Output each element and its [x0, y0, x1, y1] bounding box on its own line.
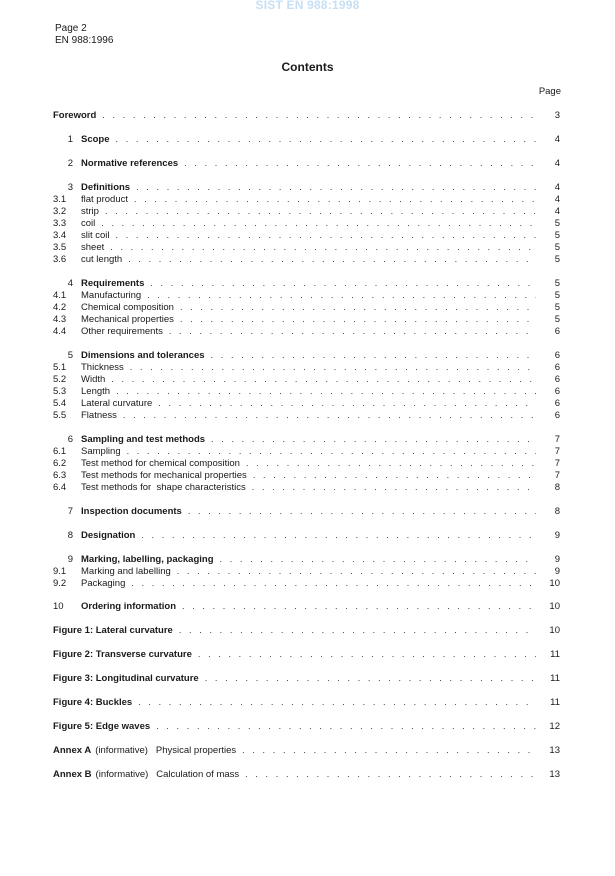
toc-entry-definitions[interactable]: [53, 181, 560, 193]
leader-dots: [102, 109, 536, 121]
toc-entry-number: 9.2: [53, 578, 67, 589]
toc-entry-number: 6.3: [53, 470, 67, 481]
toc-entry-page: 4: [554, 158, 560, 169]
leader-dots: [252, 481, 536, 493]
leader-dots: [123, 409, 536, 421]
toc-entry-number: 6: [67, 434, 73, 445]
toc-entry-label: Other requirements: [81, 326, 163, 337]
toc-entry-slit-coil[interactable]: [53, 229, 560, 241]
toc-entry-page: 6: [554, 350, 560, 361]
toc-entry-page: 10: [549, 578, 560, 589]
toc-entry-label: coil: [81, 218, 96, 229]
toc-entry-number: 4.1: [53, 290, 67, 301]
toc-entry-number: 1: [67, 134, 73, 145]
leader-dots: [116, 385, 536, 397]
toc-entry-label: Normative references: [81, 158, 179, 169]
leader-dots: [169, 325, 536, 337]
toc-entry-strip[interactable]: [53, 205, 560, 217]
leader-dots: [182, 600, 536, 612]
toc-entry-page: 6: [554, 326, 560, 337]
toc-entry-label: Test method for chemical composition: [81, 458, 240, 469]
leader-dots: [253, 469, 536, 481]
toc-entry-figure-1[interactable]: [53, 624, 560, 636]
toc-entry-test-methods-mechanical[interactable]: [53, 469, 560, 481]
toc-entry-number: 4.2: [53, 302, 67, 313]
toc-entry-page: 4: [554, 134, 560, 145]
toc-entry-designation[interactable]: [53, 529, 560, 541]
toc-entry-page: 6: [554, 386, 560, 397]
toc-entry-label: Inspection documents: [81, 506, 182, 517]
leader-dots: [158, 397, 536, 409]
toc-entry-number: 10: [53, 601, 64, 612]
leader-dots: [246, 457, 536, 469]
toc-entry-page: 5: [554, 230, 560, 241]
leader-dots: [180, 313, 536, 325]
toc-entry-annex-b[interactable]: [53, 768, 560, 780]
toc-entry-label: Packaging: [81, 578, 126, 589]
leader-dots: [105, 205, 536, 217]
toc-entry-label: Mechanical properties: [81, 314, 174, 325]
toc-entry-number: 8: [67, 530, 73, 541]
toc-entry-page: 5: [554, 290, 560, 301]
toc-entry-marking-labelling-packaging[interactable]: [53, 553, 560, 565]
leader-dots: [220, 553, 537, 565]
toc-entry-label: Ordering information: [81, 601, 176, 612]
leader-dots: [141, 529, 536, 541]
toc-entry-manufacturing[interactable]: [53, 289, 560, 301]
toc-entry-page: 13: [549, 745, 560, 756]
toc-entry-number: 5.2: [53, 374, 67, 385]
toc-entry-page: 4: [554, 194, 560, 205]
leader-dots: [116, 229, 536, 241]
toc-entry-number: 3.3: [53, 218, 67, 229]
leader-dots: [138, 696, 536, 708]
toc-entry-page: 9: [554, 530, 560, 541]
toc-entry-label: slit coil: [81, 230, 110, 241]
leader-dots: [177, 565, 536, 577]
leader-dots: [211, 349, 536, 361]
leader-dots: [179, 624, 536, 636]
toc-entry-page: 7: [554, 434, 560, 445]
toc-entry-page: 5: [554, 254, 560, 265]
toc-entry-ordering-information[interactable]: [53, 600, 560, 612]
toc-entry-normative-references[interactable]: [53, 157, 560, 169]
toc-entry-page: 7: [554, 446, 560, 457]
page-number-label: Page 2: [55, 23, 87, 34]
toc-entry-page: 11: [550, 673, 560, 684]
toc-entry-sampling-and-test-methods[interactable]: [53, 433, 560, 445]
toc-entry-cut-length[interactable]: [53, 253, 560, 265]
toc-entry-chemical-composition[interactable]: [53, 301, 560, 313]
leader-dots: [205, 672, 536, 684]
toc-entry-page: 12: [549, 721, 560, 732]
toc-entry-page: 5: [554, 242, 560, 253]
toc-entry-page: 6: [554, 398, 560, 409]
toc-entry-page: 6: [554, 362, 560, 373]
leader-dots: [116, 133, 536, 145]
toc-entry-page: 4: [554, 182, 560, 193]
toc-entry-scope[interactable]: [53, 133, 560, 145]
toc-entry-mechanical-properties[interactable]: [53, 313, 560, 325]
toc-entry-page: 7: [554, 470, 560, 481]
leader-dots: [198, 648, 536, 660]
toc-entry-marking-and-labelling[interactable]: [53, 565, 560, 577]
toc-entry-label: Annex A: [53, 745, 92, 756]
toc-entry-label: Manufacturing: [81, 290, 142, 301]
toc-entry-label: Dimensions and tolerances: [81, 350, 205, 361]
toc-entry-number: 6.4: [53, 482, 67, 493]
toc-entry-label: Designation: [81, 530, 136, 541]
leader-dots: [188, 505, 536, 517]
toc-entry-coil[interactable]: [53, 217, 560, 229]
toc-entry-label: Figure 5: Edge waves: [53, 721, 151, 732]
toc-entry-figure-4[interactable]: [53, 696, 560, 708]
toc-entry-sublabel: (informative) Calculation of mass: [95, 769, 240, 780]
toc-entry-test-method-chemical[interactable]: [53, 457, 560, 469]
leader-dots: [101, 217, 536, 229]
toc-entry-label: Requirements: [81, 278, 145, 289]
toc-entry-label: sheet: [81, 242, 105, 253]
toc-entry-page: 9: [554, 554, 560, 565]
toc-entry-label: Length: [81, 386, 111, 397]
toc-entry-label: Marking and labelling: [81, 566, 171, 577]
toc-entry-flat-product[interactable]: [53, 193, 560, 205]
toc-entry-label: Lateral curvature: [81, 398, 153, 409]
toc-entry-test-methods-shape[interactable]: [53, 481, 560, 493]
toc-entry-page: 11: [550, 697, 560, 708]
toc-entry-number: 9.1: [53, 566, 67, 577]
toc-entry-page: 5: [554, 218, 560, 229]
leader-dots: [180, 301, 536, 313]
toc-entry-figure-5[interactable]: [53, 720, 560, 732]
leader-dots: [111, 373, 536, 385]
toc-entry-label: Scope: [81, 134, 110, 145]
toc-entry-label: Chemical composition: [81, 302, 174, 313]
leader-dots: [156, 720, 536, 732]
toc-entry-number: 7: [67, 506, 73, 517]
toc-entry-label: strip: [81, 206, 99, 217]
toc-entry-label: Figure 2: Transverse curvature: [53, 649, 192, 660]
toc-entry-number: 3.5: [53, 242, 67, 253]
toc-entry-label: Foreword: [53, 110, 97, 121]
toc-entry-number: 5.4: [53, 398, 67, 409]
page-title: Contents: [281, 60, 334, 74]
toc-entry-label: Width: [81, 374, 106, 385]
toc-entry-number: 3.4: [53, 230, 67, 241]
toc-entry-number: 2: [67, 158, 73, 169]
toc-entry-label: cut length: [81, 254, 123, 265]
toc-entry-label: Figure 3: Longitudinal curvature: [53, 673, 199, 684]
toc-entry-number: 6.1: [53, 446, 67, 457]
toc-entry-number: 4.3: [53, 314, 67, 325]
toc-entry-number: 9: [67, 554, 73, 565]
toc-entry-label: Test methods for shape characteristics: [81, 482, 246, 493]
toc-entry-page: 6: [554, 374, 560, 385]
toc-entry-figure-3[interactable]: [53, 672, 560, 684]
toc-entry-label: Sampling: [81, 446, 121, 457]
toc-entry-length[interactable]: [53, 385, 560, 397]
page-column-header: Page: [538, 86, 561, 97]
toc-entry-label: Sampling and test methods: [81, 434, 206, 445]
leader-dots: [184, 157, 536, 169]
toc-entry-sublabel: (informative) Physical properties: [95, 745, 237, 756]
toc-entry-page: 8: [554, 506, 560, 517]
toc-entry-number: 5.1: [53, 362, 67, 373]
toc-entry-label: Figure 1: Lateral curvature: [53, 625, 173, 636]
toc-entry-label: Figure 4: Buckles: [53, 697, 133, 708]
leader-dots: [150, 277, 536, 289]
toc-entry-page: 5: [554, 302, 560, 313]
toc-entry-flatness[interactable]: [53, 409, 560, 421]
toc-entry-lateral-curvature[interactable]: [53, 397, 560, 409]
toc-entry-thickness[interactable]: [53, 361, 560, 373]
toc-entry-number: 3: [67, 182, 73, 193]
toc-entry-number: 3.1: [53, 194, 67, 205]
toc-entry-page: 6: [554, 410, 560, 421]
toc-entry-page: 4: [554, 206, 560, 217]
toc-entry-label: Definitions: [81, 182, 131, 193]
toc-entry-number: 6.2: [53, 458, 67, 469]
toc-entry-page: 11: [550, 649, 560, 660]
toc-entry-page: 8: [554, 482, 560, 493]
toc-entry-page: 9: [554, 566, 560, 577]
toc-entry-number: 4: [67, 278, 73, 289]
toc-entry-label: Test methods for mechanical properties: [81, 470, 247, 481]
toc-entry-requirements[interactable]: [53, 277, 560, 289]
document-id-label: EN 988:1996: [55, 35, 114, 46]
toc-entry-page: 10: [549, 601, 560, 612]
toc-entry-figure-2[interactable]: [53, 648, 560, 660]
leader-dots: [130, 361, 536, 373]
toc-entry-number: 4.4: [53, 326, 67, 337]
leader-dots: [136, 181, 536, 193]
leader-dots: [128, 253, 536, 265]
toc-entry-number: 5: [67, 350, 73, 361]
toc-entry-label: Annex B: [53, 769, 92, 780]
toc-entry-number: 5.5: [53, 410, 67, 421]
toc-entry-page: 3: [554, 110, 560, 121]
toc-entry-inspection-documents[interactable]: [53, 505, 560, 517]
leader-dots: [134, 193, 536, 205]
toc-entry-dimensions-and-tolerances[interactable]: [53, 349, 560, 361]
toc-entry-page: 5: [554, 278, 560, 289]
toc-entry-sampling[interactable]: [53, 445, 560, 457]
toc-entry-packaging[interactable]: [53, 577, 560, 589]
toc-entry-label: flat product: [81, 194, 128, 205]
leader-dots: [110, 241, 536, 253]
toc-entry-other-requirements[interactable]: [53, 325, 560, 337]
toc-entry-number: 3.2: [53, 206, 67, 217]
toc-entry-page: 10: [549, 625, 560, 636]
toc-entry-number: 5.3: [53, 386, 67, 397]
toc-entry-annex-a[interactable]: [53, 744, 560, 756]
toc-entry-label: Flatness: [81, 410, 117, 421]
leader-dots: [147, 289, 536, 301]
toc-entry-number: 3.6: [53, 254, 67, 265]
toc-entry-page: 5: [554, 314, 560, 325]
leader-dots: [242, 744, 536, 756]
leader-dots: [127, 445, 536, 457]
toc-entry-width[interactable]: [53, 373, 560, 385]
leader-dots: [245, 768, 536, 780]
toc-entry-foreword[interactable]: [53, 109, 560, 121]
toc-entry-label: Marking, labelling, packaging: [81, 554, 214, 565]
toc-entry-page: 7: [554, 458, 560, 469]
toc-entry-sheet[interactable]: [53, 241, 560, 253]
leader-dots: [131, 577, 536, 589]
toc-entry-page: 13: [549, 769, 560, 780]
leader-dots: [211, 433, 536, 445]
toc-entry-label: Thickness: [81, 362, 124, 373]
watermark: SIST EN 988:1998: [255, 0, 360, 12]
